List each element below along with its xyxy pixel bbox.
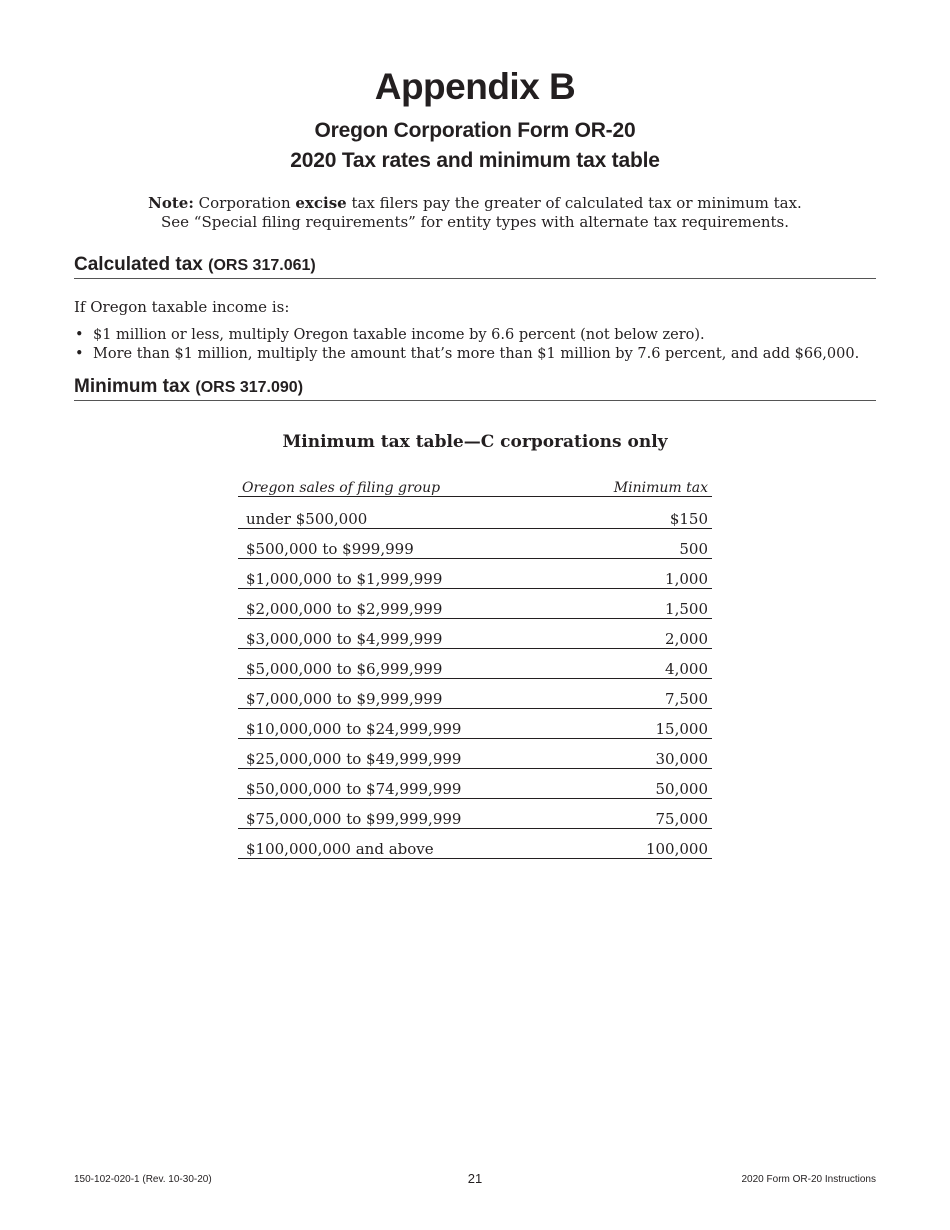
minimum-tax-value: 1,000 bbox=[565, 559, 712, 589]
minimum-tax-table-title: Minimum tax table—C corporations only bbox=[282, 432, 668, 452]
minimum-tax-heading bbox=[74, 376, 876, 401]
minimum-tax-reference: (ORS 317.090) bbox=[195, 379, 304, 396]
sales-range: $7,000,000 to $9,999,999 bbox=[238, 679, 565, 709]
calculated-tax-intro: If Oregon taxable income is: bbox=[74, 298, 290, 316]
bullet-icon: • bbox=[75, 346, 84, 362]
sales-range: $2,000,000 to $2,999,999 bbox=[238, 589, 565, 619]
calculated-tax-reference: (ORS 317.061) bbox=[208, 257, 316, 274]
minimum-tax-value: 500 bbox=[565, 529, 712, 559]
table-row bbox=[238, 619, 712, 649]
sales-range: $1,000,000 to $1,999,999 bbox=[238, 559, 565, 589]
page-subtitle-rates: 2020 Tax rates and minimum tax table bbox=[290, 149, 660, 172]
sales-range: $500,000 to $999,999 bbox=[238, 529, 565, 559]
footer-form-number: 150-102-020-1 (Rev. 10-30-20) bbox=[74, 1174, 212, 1185]
minimum-tax-value: 7,500 bbox=[565, 679, 712, 709]
column-header-sales: Oregon sales of filing group bbox=[238, 476, 565, 497]
table-header-row bbox=[238, 476, 712, 497]
minimum-tax-value: 75,000 bbox=[565, 799, 712, 829]
table-row bbox=[238, 649, 712, 679]
table-row bbox=[238, 529, 712, 559]
table-row bbox=[238, 799, 712, 829]
list-item bbox=[74, 326, 894, 345]
sales-range: $25,000,000 to $49,999,999 bbox=[238, 739, 565, 769]
calculated-tax-heading-text: Calculated tax bbox=[74, 254, 203, 275]
table-row bbox=[238, 679, 712, 709]
sales-range: $3,000,000 to $4,999,999 bbox=[238, 619, 565, 649]
note-label: Note: bbox=[148, 194, 194, 212]
rule-text: $1 million or less, multiply Oregon taxable income by 6.6 percent (not below zero). bbox=[93, 327, 705, 343]
footer-document-name: 2020 Form OR-20 Instructions bbox=[741, 1174, 876, 1185]
sales-range: $5,000,000 to $6,999,999 bbox=[238, 649, 565, 679]
minimum-tax-value: $150 bbox=[565, 497, 712, 529]
page-subtitle-form: Oregon Corporation Form OR-20 bbox=[314, 119, 636, 142]
rule-text: More than $1 million, multiply the amount that’s more than $1 million by 7.6 percent, and add $66,000. bbox=[93, 346, 860, 362]
note-text-b: tax filers pay the greater of calculated tax or minimum tax. bbox=[346, 194, 802, 212]
list-item bbox=[74, 345, 894, 364]
minimum-tax-value: 2,000 bbox=[565, 619, 712, 649]
sales-range: under $500,000 bbox=[238, 497, 565, 529]
minimum-tax-heading-text: Minimum tax bbox=[74, 376, 191, 397]
page-title: Appendix B bbox=[374, 66, 576, 107]
table-row bbox=[238, 709, 712, 739]
table-row bbox=[238, 589, 712, 619]
sales-range: $10,000,000 to $24,999,999 bbox=[238, 709, 565, 739]
footer-page-number: 21 bbox=[467, 1171, 483, 1186]
calculated-tax-rules bbox=[74, 326, 894, 364]
table-row bbox=[238, 829, 712, 859]
minimum-tax-value: 1,500 bbox=[565, 589, 712, 619]
sales-range: $50,000,000 to $74,999,999 bbox=[238, 769, 565, 799]
minimum-tax-table bbox=[238, 476, 712, 859]
table-row bbox=[238, 497, 712, 529]
filing-note-line2: See “Special filing requirements” for entity types with alternate tax requirements. bbox=[160, 213, 790, 231]
minimum-tax-value: 4,000 bbox=[565, 649, 712, 679]
table-row bbox=[238, 769, 712, 799]
table-row bbox=[238, 739, 712, 769]
minimum-tax-value: 50,000 bbox=[565, 769, 712, 799]
calculated-tax-heading bbox=[74, 254, 876, 279]
note-text-a: Corporation bbox=[193, 194, 296, 212]
filing-note-line1 bbox=[0, 194, 950, 213]
filing-note bbox=[0, 194, 950, 232]
minimum-tax-value: 15,000 bbox=[565, 709, 712, 739]
note-emphasis: excise bbox=[295, 194, 347, 212]
sales-range: $75,000,000 to $99,999,999 bbox=[238, 799, 565, 829]
minimum-tax-value: 100,000 bbox=[565, 829, 712, 859]
bullet-icon: • bbox=[75, 327, 84, 343]
table-row bbox=[238, 559, 712, 589]
column-header-minimum-tax: Minimum tax bbox=[565, 476, 712, 497]
minimum-tax-value: 30,000 bbox=[565, 739, 712, 769]
sales-range: $100,000,000 and above bbox=[238, 829, 565, 859]
